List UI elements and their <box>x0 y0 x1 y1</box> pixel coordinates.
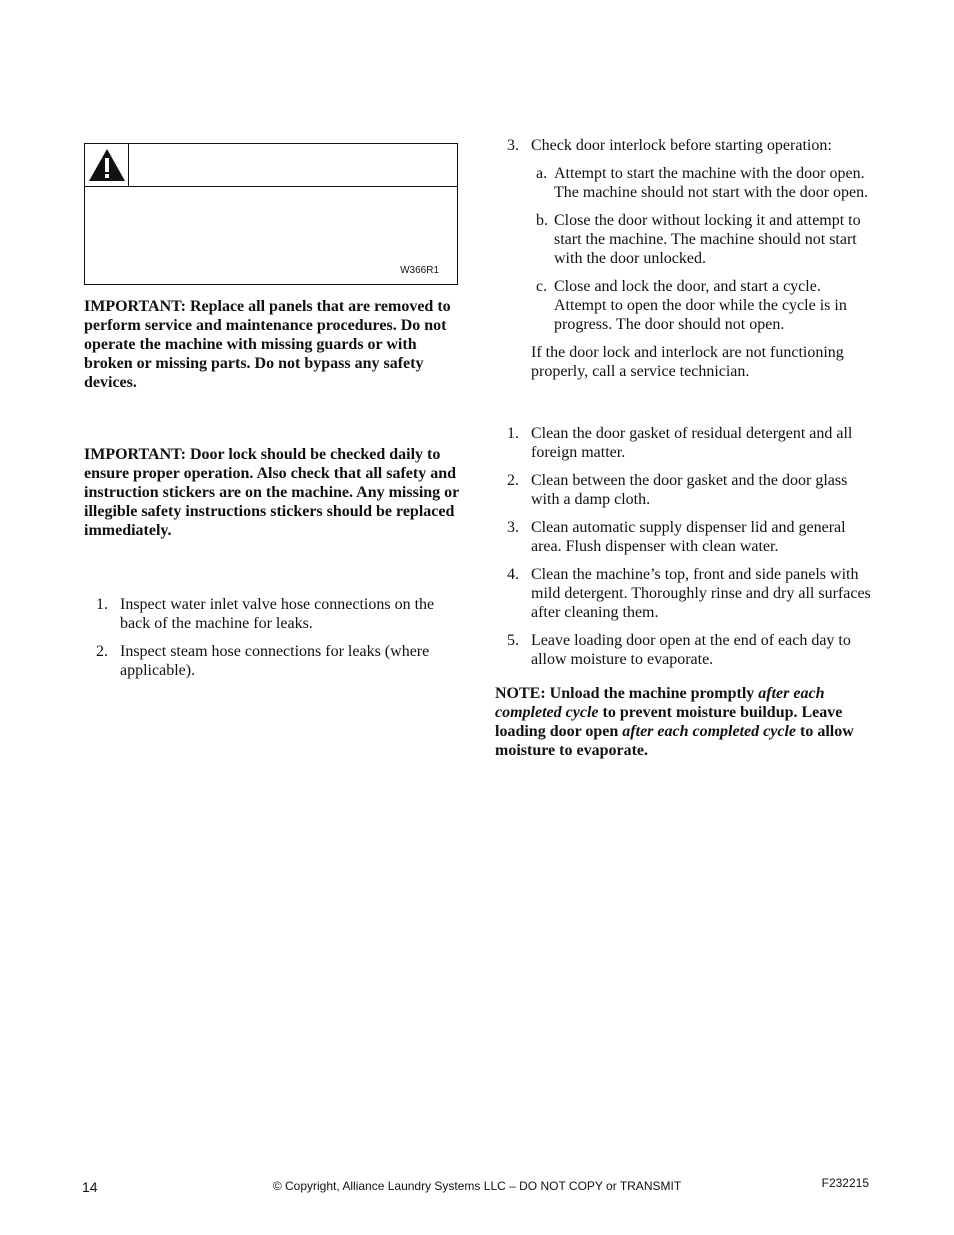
copyright-notice: © Copyright, Alliance Laundry Systems LLC – DO NOT COPY or TRANSMIT <box>272 1179 682 1193</box>
note-text: to allow moisture to evaporate. <box>495 723 854 759</box>
important-panels-note: IMPORTANT: Replace all panels that are removed to perform service and maintenance procedures. Do not operate the machine with missing guards or with broken or missing parts. Do not bypass any safety devices. <box>84 298 451 391</box>
list-item <box>495 518 871 556</box>
list-item-text: Clean between the door gasket and the door glass with a damp cloth. <box>531 472 848 508</box>
list-item-number: 3. <box>507 519 519 536</box>
sublist-item-letter: c. <box>536 278 548 295</box>
list-item-text: Clean the door gasket of residual detergent and all foreign matter. <box>531 425 853 461</box>
list-item <box>495 565 871 622</box>
important-door-lock-note: IMPORTANT: Door lock should be checked daily to ensure proper operation. Also check that all safety and instruction stickers are on the machine. Any missing or illegible safety instructions stickers should be replaced immediately. <box>84 446 459 539</box>
interlock-sublist <box>531 164 871 334</box>
note-emphasis: after each completed cycle <box>622 723 796 740</box>
list-item-text: Inspect water inlet valve hose connections on the back of the machine for leaks. <box>120 596 435 632</box>
list-item-number: 2. <box>507 472 519 489</box>
list-item-text: Clean the machine’s top, front and side panels with mild detergent. Thoroughly rinse and dry all surfaces after cleaning them. <box>531 566 871 621</box>
list-item-text: Check door interlock before starting operation: <box>531 137 832 154</box>
list-item <box>84 595 460 633</box>
list-item-number: 1. <box>96 596 108 613</box>
list-item <box>495 631 871 669</box>
list-item <box>495 136 871 155</box>
list-item-number: 2. <box>96 643 108 660</box>
interlock-service-note: If the door lock and interlock are not functioning properly, call a service technician. <box>531 344 844 380</box>
sublist-item-letter: b. <box>536 212 548 229</box>
list-item <box>495 424 871 462</box>
list-item <box>84 642 460 680</box>
sublist-item-letter: a. <box>536 165 548 182</box>
list-item-text: Inspect steam hose connections for leaks (where applicable). <box>120 643 430 679</box>
interlock-list <box>495 136 871 155</box>
list-item-number: 3. <box>507 137 519 154</box>
inspection-list <box>84 595 460 680</box>
note-text: NOTE: Unload the machine promptly <box>495 685 759 702</box>
document-code: F232215 <box>821 1176 869 1190</box>
sublist-item <box>531 164 871 202</box>
warning-code: W366R1 <box>400 265 439 276</box>
moisture-note <box>495 684 871 760</box>
warning-box <box>84 143 458 285</box>
note-emphasis: after each completed cycle <box>495 685 825 721</box>
list-item-number: 1. <box>507 425 519 442</box>
left-column <box>84 143 460 689</box>
page-number: 14 <box>82 1179 98 1195</box>
warning-triangle-icon <box>88 148 126 182</box>
right-column <box>495 136 871 760</box>
page-footer <box>0 1177 954 1197</box>
list-item-number: 4. <box>507 566 519 583</box>
warning-icon-cell <box>85 144 129 186</box>
warning-header <box>85 144 457 187</box>
sublist-item-text: Close the door without locking it and attempt to start the machine. The machine should not start with the door unlocked. <box>554 212 861 267</box>
sublist-item-text: Attempt to start the machine with the door open. The machine should not start with the door open. <box>554 165 869 201</box>
list-item-text: Clean automatic supply dispenser lid and general area. Flush dispenser with clean water. <box>531 519 846 555</box>
list-item-number: 5. <box>507 632 519 649</box>
cleaning-list <box>495 424 871 669</box>
list-item-text: Leave loading door open at the end of each day to allow moisture to evaporate. <box>531 632 851 668</box>
list-item <box>495 471 871 509</box>
sublist-item <box>531 277 871 334</box>
sublist-item-text: Close and lock the door, and start a cycle. Attempt to open the door while the cycle is in progress. The door should not open. <box>554 278 847 333</box>
sublist-item <box>531 211 871 268</box>
note-text: to prevent moisture buildup. Leave loading door open <box>495 704 843 740</box>
